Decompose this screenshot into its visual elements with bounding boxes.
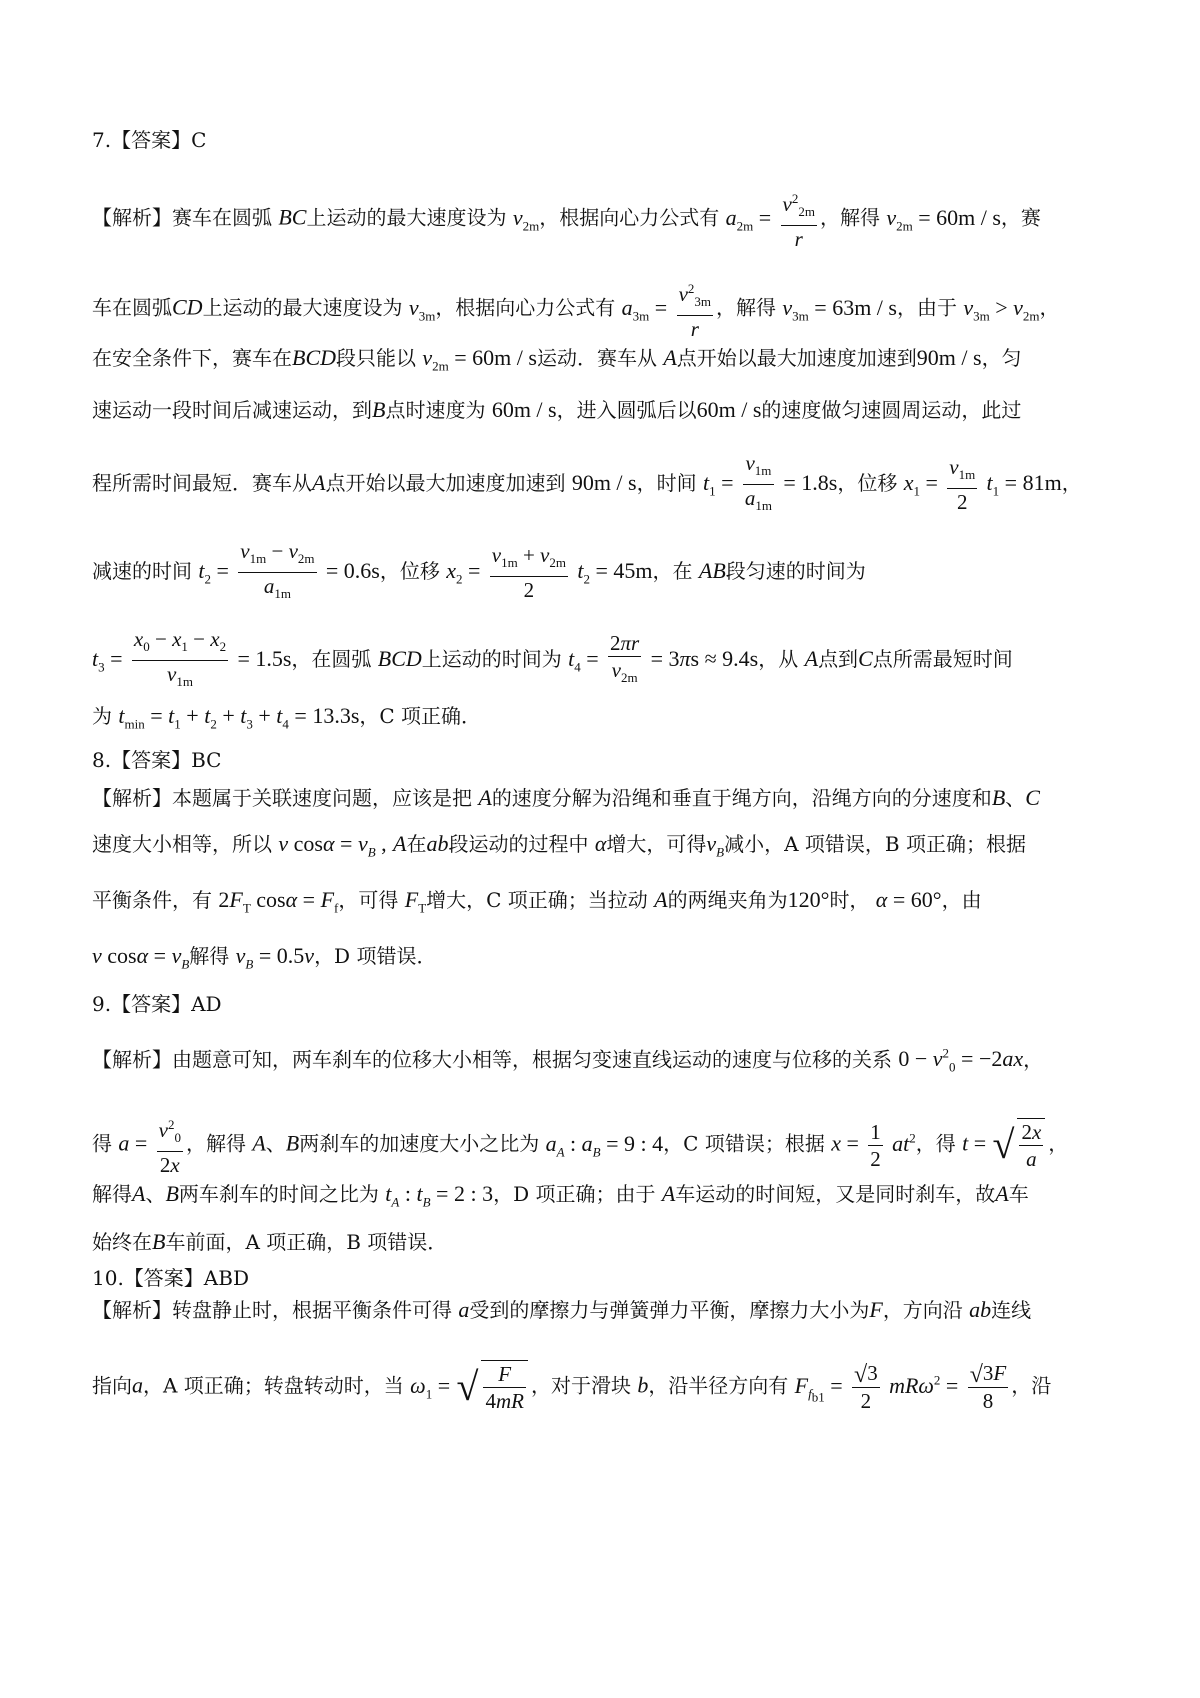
q7-line-2: 车在圆弧CD上运动的最大速度设为 $v_{3m}$，根据向心力公式有 $a_{3m}$ = $\frac{v^2_{3m}}{r}$ ，解得 $v_{3m} = 63m / s$，由于 $v_{3m} > v_{2m}$， (92, 276, 1060, 342)
q7-line-4: 速运动一段时间后减速运动，到B点时速度为 60m / s，进入圆弧后以60m / s的速度做匀速圆周运动，此过 (92, 397, 1022, 422)
q8-line-2: 速度大小相等，所以 v $\cos\alpha = v_B$ , A在ab段运动的过程中 α增大，可得$v_B$减小，A 项错误，B 项正确；根据 (92, 831, 1026, 860)
q7-line-3: 在安全条件下，赛车在BCD段只能以 $v_{2m} = 60m / s$运动．赛车从 A点开始以最大加速度加速到90m / s，匀 (92, 345, 1022, 374)
q8-line-4: v $\cos\alpha = v_B$解得 $v_B = 0.5v$，D 项错误． (92, 943, 437, 972)
q8-line-3: 平衡条件，有 $2F_T$ $\cos\alpha = F_f$，可得 $F_T$增大，C 项正确；当拉动 A的两绳夹角为120°时， α = 60°，由 (92, 887, 982, 916)
q9-line-3: 解得A、B两车刹车的时间之比为 $t_A$ : $t_B = 2$ : 3，D 项正确；由于 A车运动的时间短，又是同时刹车，故A车 (92, 1181, 1029, 1210)
q8-line-1: 【解析】本题属于关联速度问题，应该是把 A的速度分解为沿绳和垂直于绳方向，沿绳方向的分速度和B、C (92, 785, 1040, 810)
q7-heading: 7.【答案】C (92, 128, 207, 152)
q7-line-7: $t_3$ = $\frac{x_0 - x_1 - x_2}{v_{1m}}$ = 1.5s，在圆弧 BCD上运动的时间为 $t_4$ = $\frac{2\pi r}{v_{2m}}$ = 3πs ≈ 9.4s，从 A点到C点所需最短时间 (92, 627, 1013, 690)
q9-line-4: 始终在B车前面，A 项正确，B 项错误． (92, 1229, 448, 1254)
q7-line-8: 为 $t_{min} = t_1 + t_2 + t_3 + t_4 = 13.3s$，C 项正确． (92, 703, 482, 732)
q7-line-1: 【解析】赛车在圆弧 BC上运动的最大速度设为 $v_{2m}$，根据向心力公式有 $a_{2m}$ = $\frac{v^2_{2m}}{r}$ ，解得 $v_{2m} = 60m / s$，赛 (92, 186, 1041, 252)
q9-heading: 9.【答案】AD (92, 992, 222, 1016)
q8-heading: 8.【答案】BC (92, 748, 222, 772)
q9-line-1: 【解析】由题意可知，两车刹车的位移大小相等，根据匀变速直线运动的速度与位移的关系 $0 - v^2_0 = -2ax$， (92, 1046, 1044, 1075)
q10-line-2: 指向a，A 项正确；转盘转动时，当 $\omega_1$ = √ $\frac{F}{4mR}$ ，对于滑块 b，沿半径方向有 $F_{f_{b1}}$ = $\frac{√3}{2}$ mRω$^2$ = $\frac{√3F}{8}$ ，沿 (92, 1361, 1052, 1414)
q10-heading: 10.【答案】ABD (92, 1266, 249, 1290)
q7-line-5: 程所需时间最短．赛车从A点开始以最大加速度加速到 90m / s，时间 $t_1$ = $\frac{v_{1m}}{a_{1m}}$ = 1.8s，位移 $x_1$ = $\frac{v_{1m}}{2}$ $t_1 = 81m$， (92, 451, 1082, 515)
q7-line-6: 减速的时间 $t_2$ = $\frac{v_{1m} - v_{2m}}{a_{1m}}$ = 0.6s，位移 $x_2$ = $\frac{v_{1m} + v_{2m}}{2}$ $t_2 = 45m$，在 AB段匀速的时间为 (92, 539, 866, 603)
q10-line-1: 【解析】转盘静止时，根据平衡条件可得 a受到的摩擦力与弹簧弹力平衡，摩擦力大小为F，方向沿 ab连线 (92, 1297, 1032, 1322)
q9-line-2: 得 a = $\frac{v^2_0}{2x}$ ，解得 A、B两刹车的加速度大小之比为 $a_A$ : $a_B = 9$ : 4，C 项错误；根据 x = $\frac{1}{2}$ $at^2$，得 t = √ $\frac{2x}{a}$ ， (92, 1112, 1068, 1178)
